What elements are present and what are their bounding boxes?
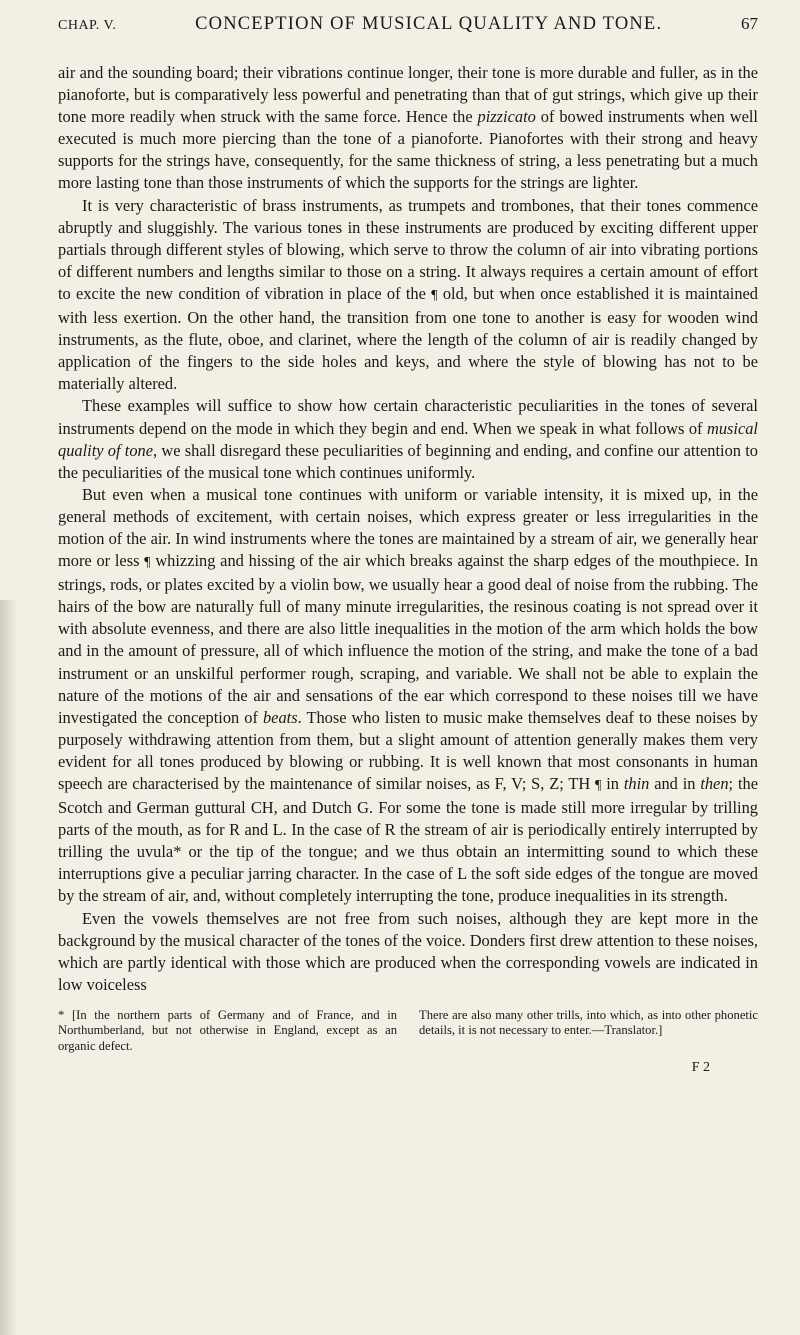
- paragraph: [58, 195, 758, 396]
- pilcrow-marker: ¶: [595, 778, 602, 793]
- text-run: It is very characteristic of brass instruments, as trumpets and trombones, that their tones commence abruptly and sluggishly. The various tones in these instruments are produced by exciting different upper partials through different styles of blowing, which serve to throw the column of air into vibrating portions of different numbers and lengths similar to those on a string. It always requires a certain amount of effort to excite the new condition of vibration in place of the: [58, 195, 758, 303]
- paragraph: [58, 908, 758, 996]
- page-number: 67: [741, 14, 758, 33]
- pilcrow-marker: ¶: [431, 287, 438, 303]
- text-run: and in: [649, 774, 701, 793]
- footnote-right: There are also many other trills, into which, as into other phonetic details, it is not necessary to enter.—Translator.]: [419, 1007, 758, 1038]
- running-title: CONCEPTION OF MUSICAL QUALITY AND TONE.: [195, 14, 663, 34]
- text-run: ; the Scotch and German guttural CH, and Dutch G. For some the tone is made still more irregular by trilling parts of the mouth, as for R and L. In the case of R the stream of air is periodically entirely interrupted by trilling the uvula* or the tip of the tongue; and we thus obtain an intermitting sound to which these interruptions give a peculiar jarring character. In the case of L the soft side edges of the tongue are moved by the stream of air, and, without completely interrupting the tone, produce inequalities in its strength.: [58, 774, 758, 906]
- paragraph: [58, 395, 758, 483]
- signature-mark: F 2: [691, 1060, 710, 1076]
- text-run: . Those who listen to music make themselves deaf to these noises by purposely withdrawing attention from them, but a slight amount of attention generally makes them very evident for all tones produced by blowing or rubbing. It is well known that most consonants in human speech are characterised by the maintenance of similar noises, as F, V; S, Z; TH: [58, 707, 758, 793]
- text-run: Even the vowels themselves are not free from such noises, although they are kept more in the background by the musical character of the tones of the voice. Donders first drew attention to these noises, which are partly identical with those which are produced when the corresponding vowels are indicated in low voiceless: [58, 908, 758, 994]
- chapter-label: CHAP. V.: [58, 18, 117, 33]
- paragraph: [58, 484, 758, 908]
- italic-term: musical quality of tone: [58, 418, 758, 460]
- running-header: [58, 14, 758, 50]
- italic-term: thin: [623, 774, 650, 793]
- italic-term: beats: [262, 707, 298, 727]
- paragraph: [58, 62, 758, 195]
- footnotes: [58, 1008, 758, 1055]
- text-run: whizzing and hissing of the air which breaks against the sharp edges of the mouthpiece. In strings, rods, or plates excited by a violin bow, we usually hear a good deal of noise from the rubbing. The hairs of the bow are naturally full of many minute irregularities, the resinous coating is not spread over it with absolute evenness, and there are also little inequalities in the motion of the arm which holds the bow and in the amount of pressure, all of which influence the motion of the string, and make the tone of a bad instrument or an unskilful performer rough, scraping, and variable. We shall not be able to explain the nature of the motions of the air and sensations of the ear which correspond to these noises till we have investigated the conception of: [58, 551, 758, 727]
- text-run: , we shall disregard these peculiarities of beginning and ending, and confine our attention to the peculiarities of the musical tone which continues uniformly.: [58, 440, 759, 482]
- text-run: But even when a musical tone continues with uniform or variable intensity, it is mixed up, in the general methods of excitement, with certain noises, which express greater or less irregularities in the motion of the air. In wind instruments where the tones are maintained by a stream of air, we generally hear more or less: [58, 484, 758, 571]
- text-run: These examples will suffice to show how certain characteristic peculiarities in the tones of several instruments depend on the mode in which they begin and end. When we speak in what follows of: [58, 396, 758, 438]
- italic-term: then: [700, 774, 729, 793]
- pilcrow-marker: ¶: [144, 555, 151, 571]
- footnote-left: * [In the northern parts of Germany and of France, and in Northumberland, but not otherwise in England, except as an organic defect.: [58, 1007, 397, 1053]
- italic-term: pizzicato: [477, 107, 536, 127]
- body-text: [58, 62, 758, 996]
- text-run: air and the sounding board; their vibrations continue longer, their tone is more durable and fuller, as in the pianoforte, but is comparatively less powerful and penetrating than that of gut strings, which give up their tone more readily when struck with the same force. Hence the: [58, 63, 758, 127]
- binding-shadow: [0, 600, 18, 1335]
- text-run: of bowed instruments when well executed is much more piercing than the tone of a pianoforte. Pianofortes with their strong and heavy supports for the strings have, consequently, for the same thickness of string, a less penetrating but a much more lasting tone than those instruments of which the supports for the strings are lighter.: [58, 107, 758, 193]
- text-run: in: [601, 774, 624, 793]
- text-run: old, but when once established it is maintained with less exertion. On the other hand, the transition from one tone to another is easy for wooden wind instruments, as the flute, oboe, and clarinet, where the length of the column of air is readily changed by application of the fingers to the side holes and keys, and where the style of blowing has not to be materially altered.: [58, 283, 758, 394]
